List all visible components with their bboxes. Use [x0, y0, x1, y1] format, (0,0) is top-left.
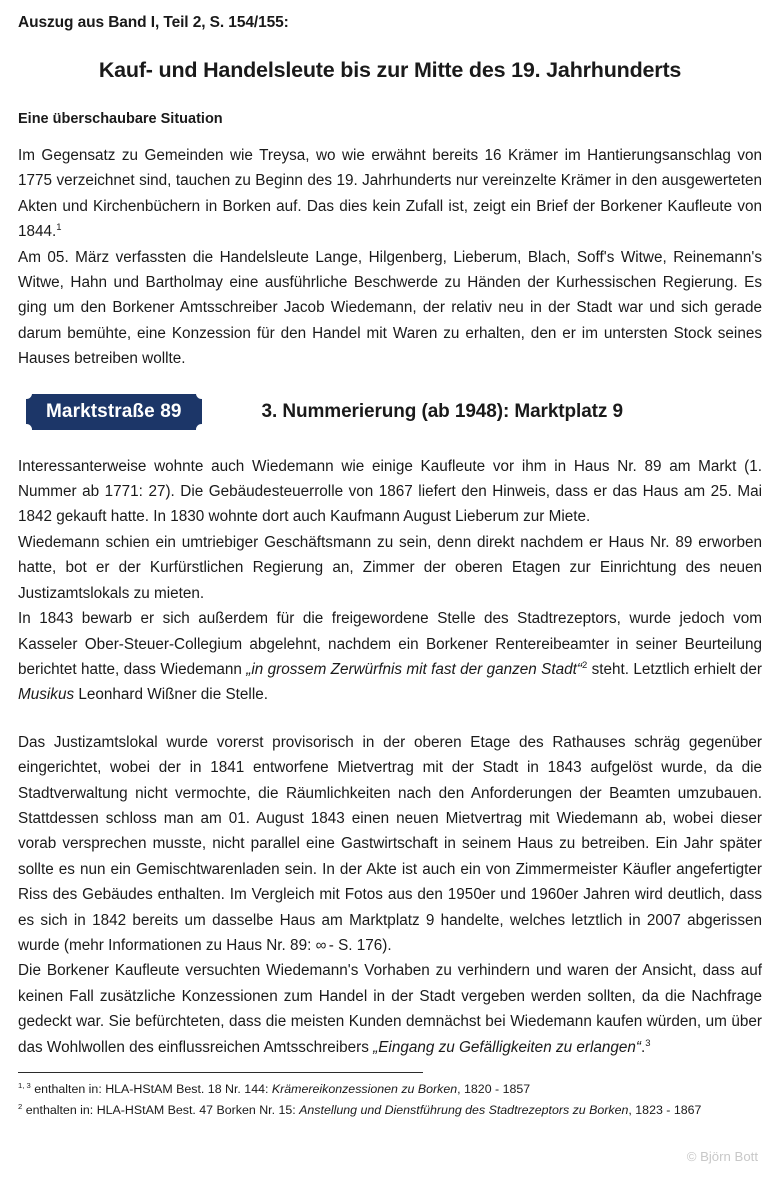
paragraph-5-tail: Leonhard Wißner die Stelle.: [74, 686, 268, 704]
street-sign-badge: [26, 394, 202, 430]
paragraph-7-tail: .: [641, 1038, 646, 1056]
footnote-prefix: enthalten in: HLA-HStAM Best. 18 Nr. 144:: [34, 1082, 272, 1096]
notch-bottom-right-icon: [196, 424, 207, 435]
paragraph-6-tail: - S. 176).: [324, 936, 392, 954]
paragraph-spacer: [18, 708, 762, 730]
paragraph-5-musikus: Musikus: [18, 686, 75, 704]
paragraph-6-lead: Das Justizamtslokal wurde vorerst provisorisch in der oberen Etage des Rathauses schräg gegenüber eingerichtet, wobei der in 1841 entworfene Mietvertrag mit der Stadt in 1843 aufgelöst wurde, da die Stadtverwaltung nicht vermochte, die Räumlichkeiten nach den Anforderungen der Beamten umzubauen. Stattdessen schloss man am 01. August 1843 einen neuen Mietvertrag mit Wiedemann ab, wobei dieser vorab versprechen musste, nicht parallel eine Gastwirtschaft in seinem Haus zu betreiben. Ein Jahr später sollte es nun ein Gemischtwarenladen sein. In der Akte ist auch ein von Zimmermeister Käufler angefertigter Riss des Gebäudes enthalten. Im Vergleich mit Fotos aus den 1950er und 1960er Jahren wird deutlich, dass es sich in 1842 bereits um dasselbe Haus am Marktplatz 9 handelte, welches letztlich in 2007 abgerissen wurde (mehr Informationen zu Haus Nr. 89:: [18, 733, 762, 954]
notch-top-left-icon: [21, 388, 32, 399]
footnote-title: Krämereikonzessionen zu Borken: [271, 1082, 458, 1096]
paragraph-7: [18, 958, 762, 1060]
street-sign-row: [18, 392, 762, 432]
street-sign-label: Marktstraße 89: [46, 400, 182, 422]
footnote-marker: 2: [18, 1101, 23, 1111]
page-title: Kauf- und Handelsleute bis zur Mitte des 19. Jahrhunderts: [98, 58, 682, 82]
footnote-ref-2: 2: [581, 659, 588, 671]
paragraph-3: Interessanterweise wohnte auch Wiedemann wie einige Kaufleute vor ihm in Haus Nr. 89 am Markt (1. Nummer ab 1771: 27). Die Gebäudesteuerrolle von 1867 liefert den Hinweis, dass er das Haus am 25. Mai 1842 gekauft hatte. In 1830 wohnte dort auch Kaufmann August Lieberum zur Miete.: [18, 457, 762, 526]
paragraph-5-mid: steht. Letztlich erhielt der: [587, 660, 762, 678]
paragraph-1-text: Im Gegensatz zu Gemeinden wie Treysa, wo wie erwähnt bereits 16 Krämer im Hantierungsanschlag von 1775 verzeichnet sind, tauchen zu Beginn des 19. Jahrhunderts nur vereinzelte Krämer in den ausgewerteten Akten und Kirchenbüchern in Borken auf. Das dies kein Zufall ist, zeigt ein Brief der Borkener Kaufleute von 1844.: [18, 147, 762, 241]
copyright-credit: © Björn Bott: [686, 1149, 758, 1164]
footnote-suffix: , 1820 - 1857: [457, 1082, 531, 1096]
footnote-item: [18, 1080, 762, 1099]
footnote-ref-3: 3: [645, 1037, 651, 1049]
paragraph-2: Am 05. März verfassten die Handelsleute Lange, Hilgenberg, Lieberum, Blach, Soff's Witwe, Reinemann's Witwe, Hahn und Bartholmay eine ausführliche Beschwerde zu Händen der Kurhessischen Regierung. Es ging um den Borkener Amtsschreiber Jacob Wiedemann, der relativ neu in der Stadt war und sich gerade darum bemühte, eine Konzession für den Handel mit Waren zu erhalten, den er im untersten Stock seines Hauses betreiben wollte.: [18, 248, 762, 368]
section-title: 3. Nummerierung (ab 1948): Marktplatz 9: [261, 400, 623, 422]
footnote-list: [18, 1080, 762, 1119]
paragraph-5-lead: In 1843 bewarb er sich außerdem für die freigewordene Stelle des Stadtrezeptors, wurde jedoch vom Kasseler Ober-Steuer-Collegium abgelehnt, nachdem ein Borkener Rentereibeamter in seiner Beurteilung berichtet hatte, dass Wiedemann: [18, 610, 762, 678]
footnote-item: [18, 1101, 762, 1120]
footnote-suffix: , 1823 - 1867: [628, 1102, 702, 1117]
footnote-divider: [18, 1072, 423, 1073]
section-subheading: Eine überschaubare Situation: [18, 111, 223, 127]
footnote-ref-1: 1: [56, 222, 62, 234]
footnote-prefix: enthalten in: HLA-HStAM Best. 47 Borken Nr. 15:: [25, 1102, 300, 1117]
notch-bottom-left-icon: [21, 424, 32, 435]
paragraph-4: Wiedemann schien ein umtriebiger Geschäftsmann zu sein, denn direkt nachdem er Haus Nr. 89 erworben hatte, bot er der Kurfürstlichen Regierung an, Zimmer der oberen Etagen zur Einrichtung des neuen Justizamtslokals zu mieten.: [18, 533, 762, 602]
footnote-marker: 1, 3: [18, 1080, 31, 1090]
paragraph-6: [18, 730, 762, 959]
paragraph-7-lead: Die Borkener Kaufleute versuchten Wiedemann's Vorhaben zu verhindern und waren der Ansicht, dass auf keinen Fall zusätzliche Konzessionen zum Handel in der Stadt vergeben werden sollten, da die Nachfrage gedeckt war. Sie befürchteten, dass die meisten Kunden demnächst bei Wiedemann kaufen würden, um über das Wohlwollen des einflussreichen Amtsschreibers: [18, 962, 762, 1056]
footnote-title: Anstellung und Dienstführung des Stadtrezeptors zu Borken: [299, 1102, 629, 1117]
notch-top-right-icon: [196, 388, 207, 399]
paragraph-7-quote: „Eingang zu Gefälligkeiten zu erlangen“: [373, 1038, 641, 1056]
source-kicker: Auszug aus Band I, Teil 2, S. 154/155:: [18, 14, 289, 31]
paragraph-1: [18, 143, 762, 245]
paragraph-5: [18, 606, 762, 708]
paragraph-5-quote: „in grossem Zerwürfnis mit fast der ganzen Stadt“: [246, 660, 582, 678]
infinity-glyph-icon: ∞: [315, 936, 325, 954]
